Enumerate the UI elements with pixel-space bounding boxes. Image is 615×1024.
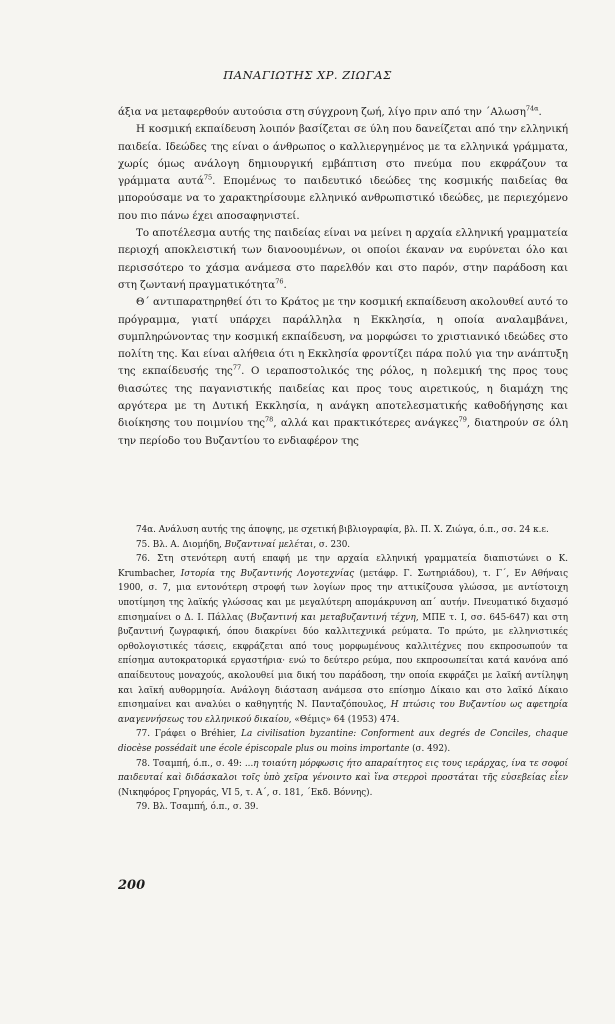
cited-title: Βυζαντιναί μελέται bbox=[224, 539, 314, 550]
text-span: . bbox=[538, 106, 542, 118]
text-span: 75. Βλ. Α. Διομήδη, bbox=[136, 539, 225, 550]
text-span: , «Θέμις» 64 (1953) 474. bbox=[288, 714, 400, 725]
text-span: (μετάφρ. Γ. Σωτηριάδου), τ. Γ΄, Εν Αθήναις 1900, σ. 7, μια εντονότερη στροφή των λογίων προς την αττικίζουσα γλώσσα, με αντίστοιχη υποτίμηση της λαϊκής γλώσσας και με μεγαλύτερη απομάκρυνση απ΄ αυτήν. Πνευματικό διχασμό επισημαίνει ο Δ. Ι. Πάλλας ( bbox=[118, 568, 568, 623]
running-head: ΠΑΝΑΓΙΩΤΗΣ ΧΡ. ΖΙΩΓΑΣ bbox=[223, 68, 392, 82]
footnote-ref-79[interactable]: 79 bbox=[458, 415, 467, 424]
footnote-ref-75[interactable]: 75 bbox=[203, 173, 213, 182]
footnotes bbox=[118, 523, 568, 815]
text-span: 77. Γράφει ο Bréhier, bbox=[136, 729, 242, 740]
footnote-ref-77[interactable]: 77 bbox=[232, 364, 242, 373]
page-number: 200 bbox=[118, 878, 146, 893]
text-span: 76. Στη στενότερη αυτή επαφή με την αρχαία ελληνική γραμματεία διαπιστώνει ο K. Krumbacher, bbox=[118, 554, 568, 579]
footnote-78 bbox=[118, 757, 568, 801]
cited-title: Η πτώσις του Βυζαντίου ως αφετηρία αναγεννήσεως του ελληνικού δικαίου bbox=[118, 700, 568, 725]
text-span: . Ο ιεραποστολικός της ρόλος, η πολεμική της προς τους θιασώτες της παγανιστικής παιδείας και προς τους αιρετικούς, η διαμάχη της αργότερα με τη Δυτική Εκκλησία, η ανάγκη αποτελεσματικής καθοδήγησης και διοίκησης του ποιμνίου της bbox=[118, 365, 568, 430]
text-span: , σ. 230. bbox=[313, 539, 351, 550]
footnote-79: 79. Βλ. Τσαμπή, ό.π., σ. 39. bbox=[136, 802, 259, 813]
text-span: Το αποτέλεσμα αυτής της παιδείας είναι να μείνει η αρχαία ελληνική γραμματεία περιοχή αποκλειστική των διανοουμένων, οι οποίοι έκαναν να ευρύνεται όλο και περισσότερο το χάσμα ανάμεσα στο παρελθόν και στο παρόν, στην παράδοση και στη ζωντανή πραγματικότητα bbox=[118, 227, 568, 291]
text-span: 78. Τσαμπή, ό.π., σ. 49: ... bbox=[136, 758, 254, 769]
paragraph-continuation bbox=[118, 104, 568, 121]
text-span: . Επομένως το παιδευτικό ιδεώδες της κοσμικής παιδείας θα μπορούσαμε να το χαρακτηρίσουμε ελληνικό ανθρωπιστικό ιδεώδες, με περιεχόμενο που πιο πάνω έχει αποσαφηνιστεί. bbox=[118, 175, 568, 222]
cited-title: Ιστορία της Βυζαντινής Λογοτεχνίας bbox=[180, 568, 355, 579]
footnote-ref-74a[interactable]: 74α bbox=[525, 104, 539, 113]
paragraph bbox=[118, 294, 568, 450]
footnote-75 bbox=[118, 538, 568, 553]
text-span: (σ. 492). bbox=[409, 743, 451, 754]
footnote-ref-76[interactable]: 76 bbox=[275, 277, 284, 286]
footnote-ref-78[interactable]: 78 bbox=[265, 415, 274, 424]
text-span: Θ΄ αντιπαρατηρηθεί ότι το Κράτος με την κοσμική εκπαίδευση ακολουθεί αυτό το πρόγραμμα, γιατί υπάρχει παράλληλα η Εκκλησία, η οποία αναλαμβάνει, συμπληρώνοντας την κοσμική εκπαίδευση, να μορφώσει το χριστιανικό ιδεώδες στο πολίτη της. Και είναι αλήθεια ότι η Εκκλησία φροντίζει πάρα πολύ για την ανάπτυξη της εκπαίδευσής της bbox=[118, 296, 568, 378]
quoted-text: η τοιαύτη μόρφωσις ήτο απαραίτητος εις τους ιεράρχας, ίνα τε σοφοί παιδευταί καὶ διδάσκαλοι τοῖς ὑπὸ χεῖρα γένοιντο καὶ ἵνα στερροὶ προστάται τῆς εὐσεβείας εἶεν bbox=[118, 758, 568, 784]
paragraph bbox=[118, 121, 568, 225]
cited-title: Βυζαντινή και μεταβυζαντινή τέχνη bbox=[250, 612, 416, 623]
text-span: άξια να μεταφερθούν αυτούσια στη σύγχρονη ζωή, λίγο πριν από την ΄Αλωση bbox=[118, 106, 526, 118]
text-span: . bbox=[283, 278, 287, 291]
cited-title: La civilisation byzantine: Conforment aux degrés de Conciles, chaque diocèse possédait une école épiscopale plus ou moins importante bbox=[118, 729, 568, 754]
text-span: , αλλά και πρακτικότερες ανάγκες bbox=[273, 417, 459, 430]
footnote-76 bbox=[118, 552, 568, 727]
main-text bbox=[118, 104, 568, 450]
text-span: , ΜΠΕ τ. I, σσ. 645-647) και στη βυζαντινή ζωγραφική, όπου διακρίνει δύο καλλιτεχνικά ρεύματα. Το πρώτο, με ελληνιστικές ορθολογιστικές τάσεις, εκφράζεται από τους μορφωμένους καλλιτέχνες που εκπροσωπούν τα επίσημα αυτοκρατορικά εργαστήρια· ενώ το δεύτερο ρεύμα, που εκπροσωπείται κατά κανόνα από απαίδευτους μοναχούς, ακολουθεί μια δική του παράδοση, την οποία εκφράζει με λαϊκή αντίληψη και λαϊκή αυθορμησία. Ανάλογη διάσταση ανάμεσα στο επίσημο Δίκαιο και στο λαϊκό Δίκαιο επισημαίνει και αναλύει ο καθηγητής Ν. Πανταζόπουλος, bbox=[118, 612, 568, 711]
footnote-74a: 74α. Ανάλυση αυτής της άποψης, με σχετική βιβλιογραφία, βλ. Π. Χ. Ζιώγα, ό.π., σσ. 24 κ.ε. bbox=[136, 525, 549, 535]
text-span: Η κοσμική εκπαίδευση λοιπόν βασίζεται σε ύλη που δανείζεται από την ελληνική παιδεία. Ιδεώδες της είναι ο άνθρωπος ο καλλιεργημένος με τα ελληνικά γράμματα, χωρίς όμως ανάλογη δημιουργική εμβάπτιση στο πνεύμα που εκφράζουν τα γράμματα αυτά bbox=[118, 123, 568, 188]
footnote-77 bbox=[118, 727, 568, 756]
paragraph bbox=[118, 225, 568, 294]
text-span: (Νικηφόρος Γρηγοράς, VI 5, τ. Α΄, σ. 181, ΄Εκδ. Βόννης). bbox=[118, 787, 373, 798]
text-span: , διατηρούν σε όλη την περίοδο του Βυζαντίου το ενδιαφέρον της bbox=[118, 417, 568, 447]
